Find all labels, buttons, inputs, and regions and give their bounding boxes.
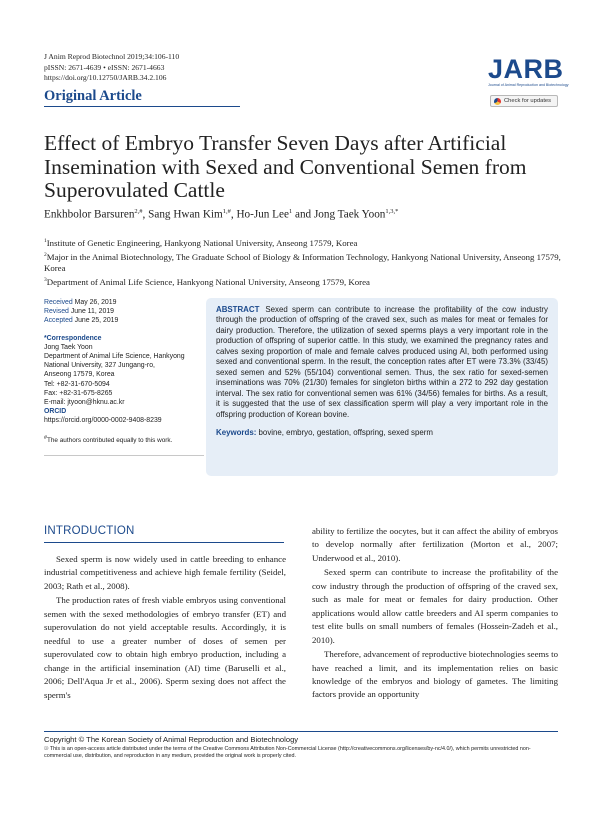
revised-label: Revised — [44, 308, 69, 316]
equal-contribution-text: The authors contributed equally to this work. — [46, 436, 173, 444]
author-name: Ho-Jun Lee — [236, 208, 289, 221]
author-name: Enkhbolor Barsuren — [44, 208, 135, 221]
received-value: May 26, 2019 — [74, 299, 117, 306]
correspondence-address: Department of Animal Life Science, Hankyong — [44, 353, 185, 361]
license-body: This is an open-access article distributed under the terms of the Creative Commons Attribution Non-Commercial License (http://creativecommons.org/licenses/by-nc/4.0/), which permits unrestricted non-commercial use, distribution, and reproduction in any medium, provided the original work is properly cited. — [44, 746, 531, 760]
journal-citation: J Anim Reprod Biotechnol 2019;34:106-110 — [44, 52, 180, 61]
correspondence-fax: Fax: +82-31-675-8265 — [44, 389, 113, 397]
body-paragraph: Therefore, advancement of reproductive biotechnologies seems to have reached a limit, and its implementation relies on basic knowledge of the embryos and biology of gametes. The limiting factors provide an opportunity — [312, 649, 558, 700]
body-column-left — [44, 553, 286, 703]
revised-value: June 11, 2019 — [70, 308, 114, 316]
orcid-link[interactable]: https://orcid.org/0000-0002-9408-8239 — [44, 417, 162, 425]
article-title: Effect of Embryo Transfer Seven Days after Artificial Insemination with Sexed and Conventional Semen from Superovulated Cattle — [44, 131, 527, 202]
affiliation-list — [44, 236, 564, 288]
affiliation-item — [44, 236, 564, 250]
received-date — [44, 298, 216, 307]
accepted-date — [44, 316, 216, 325]
revised-date — [44, 307, 216, 316]
equal-contribution-mark: # — [44, 434, 47, 441]
body-paragraph-continued: ability to fertilize the oocytes, but it can affect the ability of embryos to develop normally after fertilization (Morton et al., 2007; Underwood et al., 2010). — [312, 526, 558, 563]
author-name: Sang Hwan Kim — [148, 208, 223, 221]
doi-link[interactable]: https://doi.org/10.12750/JARB.34.2.106 — [44, 73, 167, 83]
keywords-text: bovine, embryo, gestation, offspring, sexed sperm — [258, 427, 433, 437]
correspondence-name: Jong Taek Yoon — [44, 343, 93, 351]
article-sidebar — [44, 298, 216, 445]
correspondence-heading: *Correspondence — [44, 334, 102, 342]
affiliation-text: Institute of Genetic Engineering, Hankyong National University, Anseong 17579, Korea — [46, 237, 358, 248]
accepted-value: June 25, 2019 — [74, 317, 119, 325]
section-heading: INTRODUCTION — [44, 525, 135, 537]
article-dates — [44, 298, 216, 326]
received-label: Received — [44, 299, 73, 306]
journal-metadata — [44, 52, 179, 84]
abstract-label: ABSTRACT — [216, 305, 260, 314]
affiliation-item — [44, 275, 564, 289]
footer-divider — [44, 731, 558, 732]
creative-commons-icon: 🄯 — [44, 746, 50, 752]
author-list — [44, 208, 398, 221]
logo-text: JARB — [488, 54, 564, 84]
abstract-text: Sexed sperm can contribute to increase the profitability of the cow industry through the production of offspring of the craved sex, such as males for meat or females for dairy production. Therefore, the utilization of sexed sperms plays a very important role in the production of offspring of superior cattle. In this study, we examined the pregnancy rates and calves sexing proportion of male and female calves produced using AI, both performed using sexed and conventional sperm. In the result, the conception rates after ET were 73.3% (33/45) sexed semen and 52% (55/104) conventional semen. Thus, the sex ratio for sexed-semen inseminations was 70% (21/30) females for singleton births within a 272 to 292 day gestation interval. The sex ratio for conventional semen was 61% (34/56) females for births. As a result, it is suggested that the use of sex classification sperm will play a very important role in the offspring production of Korean bovine. — [216, 305, 548, 419]
author-name: Jong Taek Yoon — [313, 208, 386, 221]
affiliation-number: 1 — [44, 238, 47, 244]
affiliation-number: 3 — [44, 276, 47, 283]
correspondence-email[interactable]: E-mail: jtyoon@hknu.ac.kr — [44, 399, 125, 407]
correspondence-tel: Tel: +82-31-670-5094 — [44, 380, 110, 388]
article-type: Original Article — [44, 88, 142, 104]
check-updates-icon — [494, 98, 501, 105]
header-divider — [44, 106, 240, 107]
sidebar-divider — [44, 455, 204, 456]
keywords-label: Keywords: — [216, 427, 257, 437]
affiliation-number: 2 — [44, 251, 47, 258]
affiliation-text: Major in the Animal Biotechnology, The Graduate School of Biology & Information Technology, Hankyong National University, Anseong 17579, Korea — [44, 251, 561, 274]
correspondence-address: National University, 327 Jungang-ro, — [44, 362, 155, 370]
license-text — [44, 746, 558, 760]
correspondence-address: Anseong 17579, Korea — [44, 371, 115, 379]
copyright-text: Copyright © The Korean Society of Animal Reproduction and Biotechnology — [44, 735, 299, 744]
section-divider — [44, 542, 284, 543]
author-separator: , — [230, 208, 237, 221]
journal-issn: pISSN: 2671-4639 • eISSN: 2671-4663 — [44, 62, 165, 72]
journal-logo — [488, 54, 569, 87]
check-for-updates-button[interactable] — [490, 95, 558, 107]
author-separator: and — [292, 208, 314, 221]
logo-subtitle: Journal of Animal Reproduction and Biotechnology — [488, 83, 569, 87]
orcid-heading: ORCID — [44, 408, 67, 416]
author-affiliation-mark: 1,3,* — [385, 208, 399, 215]
body-paragraph: Sexed sperm is now widely used in cattle breeding to enhance industrial competitiveness and achieve high female fertility (Seidel, 2003; Rath et al., 2008). — [44, 554, 286, 591]
affiliation-item — [44, 250, 564, 275]
equal-contribution-note — [44, 434, 216, 445]
author-affiliation-mark: 1 — [288, 208, 293, 215]
abstract-box — [206, 298, 558, 476]
author-affiliation-mark: 1,# — [222, 208, 231, 215]
abstract-paragraph — [216, 305, 548, 420]
accepted-label: Accepted — [44, 317, 73, 325]
author-affiliation-mark: 2,# — [134, 208, 143, 215]
author-separator: , — [142, 208, 149, 221]
body-column-right — [312, 525, 558, 703]
check-updates-label: Check for updates — [504, 98, 552, 104]
body-paragraph: The production rates of fresh viable embryos using conventional semen with the sexed methodologies of embryo transfer (ET) and superovulation do not yield acceptable results. Accordingly, it is needful to use a greater number of doses of semen per superovulated cow to obtain high embryo production, including a change in the artificial insemination (AI) time (Baruselli et al., 2006; Dell'Aqua Jr et al., 2006). Sperm sexing does not affect the sperm's — [44, 595, 286, 700]
body-paragraph: Sexed sperm can contribute to increase the profitability of the cow industry through the production of offspring of the craved sex, such as male for meat or females for dairy production. Other applications would allow cattle breeders and AI sperm companies to test elite bulls on small numbers of females (Hossein-Zadeh et al., 2010). — [312, 567, 558, 645]
affiliation-text: Department of Animal Life Science, Hankyong National University, Anseong 17579, Korea — [46, 276, 370, 287]
footer — [44, 735, 558, 760]
keywords-line — [216, 428, 548, 438]
